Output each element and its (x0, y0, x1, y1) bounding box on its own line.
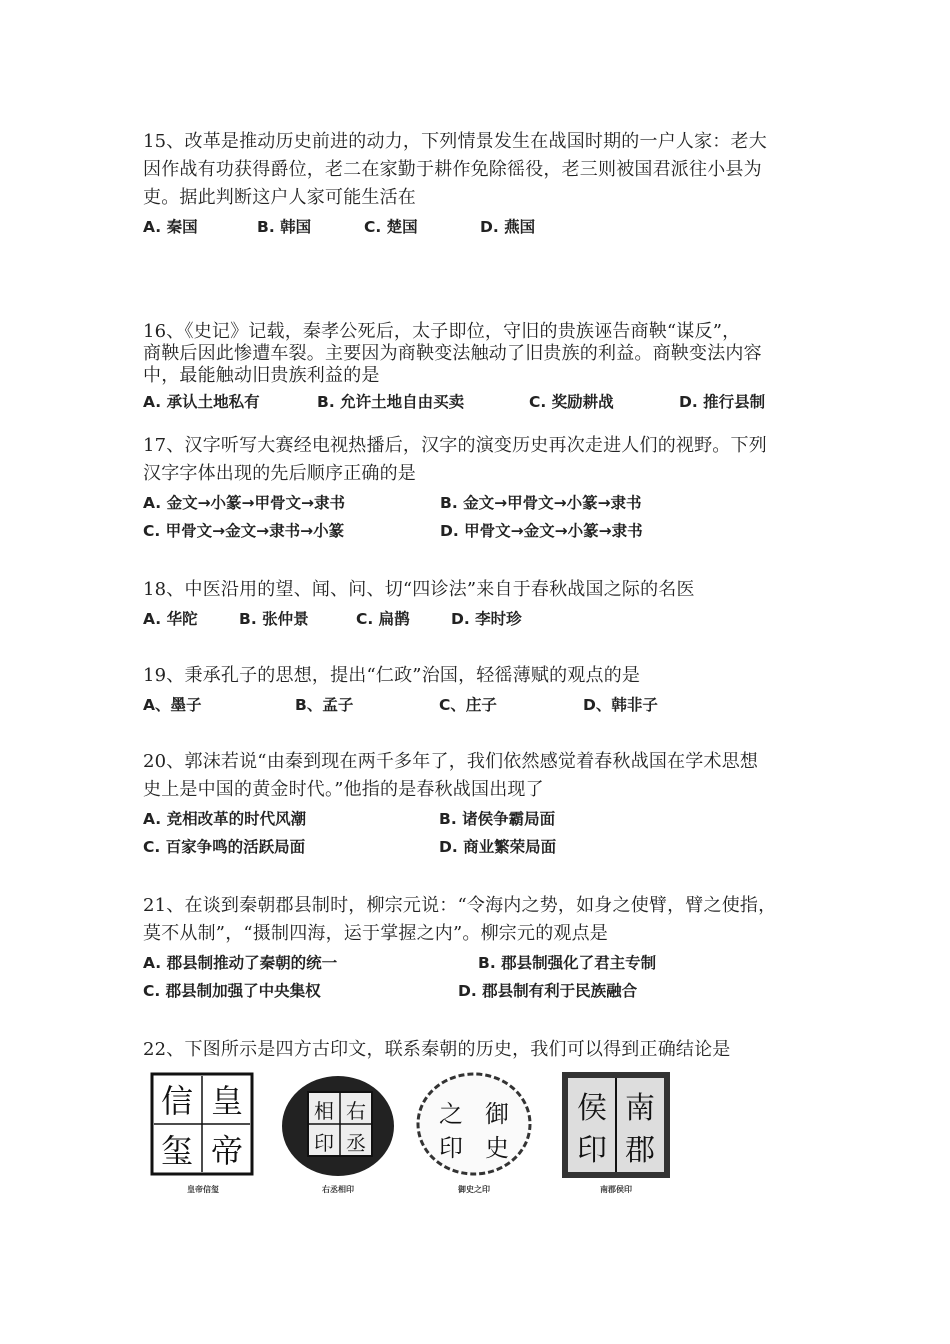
stem-line: 中，最能触动旧贵族利益的是 (143, 365, 380, 386)
seal-char: 南 (625, 1091, 655, 1126)
question-stem (143, 662, 813, 690)
stem-line: 汉字字体出现的先后顺序正确的是 (143, 463, 416, 484)
seal-char: 玺 (160, 1132, 194, 1170)
question-stem (143, 1036, 813, 1064)
option-a[interactable]: A. 承认土地私有 (143, 393, 260, 411)
option-b[interactable]: B、孟子 (295, 696, 354, 714)
seal-char: 御 (485, 1100, 509, 1128)
option-d[interactable]: D. 郡县制有利于民族融合 (458, 982, 638, 1000)
stem-line: 莫不从制”，“摄制四海，运于掌握之内”。柳宗元的观点是 (143, 923, 609, 944)
seal-caption: 南郡侯印 (600, 1185, 632, 1194)
seal-char: 相 (314, 1099, 334, 1123)
option-d[interactable]: D、韩非子 (583, 696, 658, 714)
seal-image (148, 1068, 258, 1180)
seal-figure (143, 1068, 703, 1208)
question-15 (143, 128, 813, 240)
option-d[interactable]: D. 李时珍 (451, 610, 522, 628)
question-stem (143, 321, 813, 387)
option-b[interactable]: B. 郡县制强化了君主专制 (478, 954, 657, 972)
option-a[interactable]: A. 秦国 (143, 218, 198, 236)
option-d[interactable]: D. 商业繁荣局面 (439, 838, 557, 856)
option-c[interactable]: C. 楚国 (364, 218, 418, 236)
seal-char: 郡 (625, 1133, 655, 1168)
option-b[interactable]: B. 张仲景 (239, 610, 309, 628)
option-b[interactable]: B. 允许土地自由买卖 (317, 393, 465, 411)
question-stem (143, 128, 813, 212)
seal-char: 右 (346, 1099, 366, 1123)
option-d[interactable]: D. 推行县制 (679, 393, 766, 411)
question-19 (143, 662, 813, 718)
option-a[interactable]: A、墨子 (143, 696, 202, 714)
seal-char: 皇 (210, 1082, 244, 1120)
question-20 (143, 748, 813, 860)
option-a[interactable]: A. 竞相改革的时代风潮 (143, 810, 307, 828)
question-18 (143, 576, 813, 632)
question-stem (143, 748, 813, 804)
options (143, 948, 813, 1004)
seal-char: 印 (439, 1134, 463, 1162)
question-17 (143, 432, 813, 544)
option-a[interactable]: A. 华陀 (143, 610, 198, 628)
seal-char: 之 (439, 1100, 463, 1128)
option-b[interactable]: B. 金文→甲骨文→小篆→隶书 (440, 494, 642, 512)
stem-line: 吏。据此判断这户人家可能生活在 (143, 187, 416, 208)
option-c[interactable]: C. 甲骨文→金文→隶书→小篆 (143, 522, 345, 540)
options (143, 212, 813, 240)
option-c[interactable]: C. 奖励耕战 (529, 393, 614, 411)
option-c[interactable]: C. 郡县制加强了中央集权 (143, 982, 321, 1000)
options (143, 604, 813, 632)
options (143, 387, 813, 415)
seal-char: 侯 (577, 1091, 607, 1126)
question-stem (143, 432, 813, 488)
option-c[interactable]: C. 扁鹊 (356, 610, 410, 628)
seal-char: 史 (485, 1134, 509, 1162)
option-b[interactable]: B. 诸侯争霸局面 (439, 810, 556, 828)
stem-line: 16、《史记》记载，秦孝公死后，太子即位，守旧的贵族诬告商鞅“谋反”， (143, 321, 741, 342)
option-a[interactable]: A. 金文→小篆→甲骨文→隶书 (143, 494, 346, 512)
stem-line: 21、在谈到秦朝郡县制时，柳宗元说：“令海内之势，如身之使臂，臂之使指， (143, 895, 777, 916)
option-a[interactable]: A. 郡县制推动了秦朝的统一 (143, 954, 338, 972)
question-stem (143, 576, 813, 604)
stem-line: 史上是中国的黄金时代。”他指的是春秋战国出现了 (143, 779, 544, 800)
stem-line: 商鞅后因此惨遭车裂。主要因为商鞅变法触动了旧贵族的利益。商鞅变法内容 (143, 343, 762, 364)
question-22 (143, 1036, 813, 1064)
options (143, 690, 813, 718)
option-b[interactable]: B. 韩国 (257, 218, 312, 236)
stem-line: 20、郭沫若说“由秦到现在两千多年了，我们依然感觉着春秋战国在学术思想 (143, 751, 759, 772)
options (143, 804, 813, 860)
stem-line: 22、下图所示是四方古印文，联系秦朝的历史，我们可以得到正确结论是 (143, 1039, 731, 1060)
question-stem (143, 892, 813, 948)
seal-char: 印 (577, 1133, 607, 1168)
seal-image (278, 1068, 398, 1180)
option-c[interactable]: C. 百家争鸣的活跃局面 (143, 838, 306, 856)
seal-image (415, 1068, 533, 1180)
option-c[interactable]: C、庄子 (439, 696, 497, 714)
seal-caption: 右丞相印 (322, 1185, 354, 1194)
seal-char: 帝 (210, 1132, 244, 1170)
seal-caption: 御史之印 (458, 1185, 490, 1194)
options (143, 488, 813, 544)
question-16 (143, 321, 813, 415)
seal-caption: 皇帝信玺 (187, 1185, 219, 1194)
option-d[interactable]: D. 甲骨文→金文→小篆→隶书 (440, 522, 643, 540)
seal-image (558, 1068, 674, 1180)
stem-line: 19、秉承孔子的思想，提出“仁政”治国，轻徭薄赋的观点的是 (143, 665, 641, 686)
stem-line: 因作战有功获得爵位，老二在家勤于耕作免除徭役，老三则被国君派往小县为 (143, 159, 762, 180)
option-d[interactable]: D. 燕国 (480, 218, 536, 236)
stem-line: 17、汉字听写大赛经电视热播后，汉字的演变历史再次走进人们的视野。下列 (143, 435, 767, 456)
seal-char: 信 (160, 1082, 194, 1120)
seal-char: 印 (314, 1131, 334, 1155)
seal-char: 丞 (346, 1131, 366, 1155)
question-21 (143, 892, 813, 1004)
stem-line: 15、改革是推动历史前进的动力，下列情景发生在战国时期的一户人家：老大 (143, 131, 767, 152)
stem-line: 18、中医沿用的望、闻、问、切“四诊法”来自于春秋战国之际的名医 (143, 579, 695, 600)
